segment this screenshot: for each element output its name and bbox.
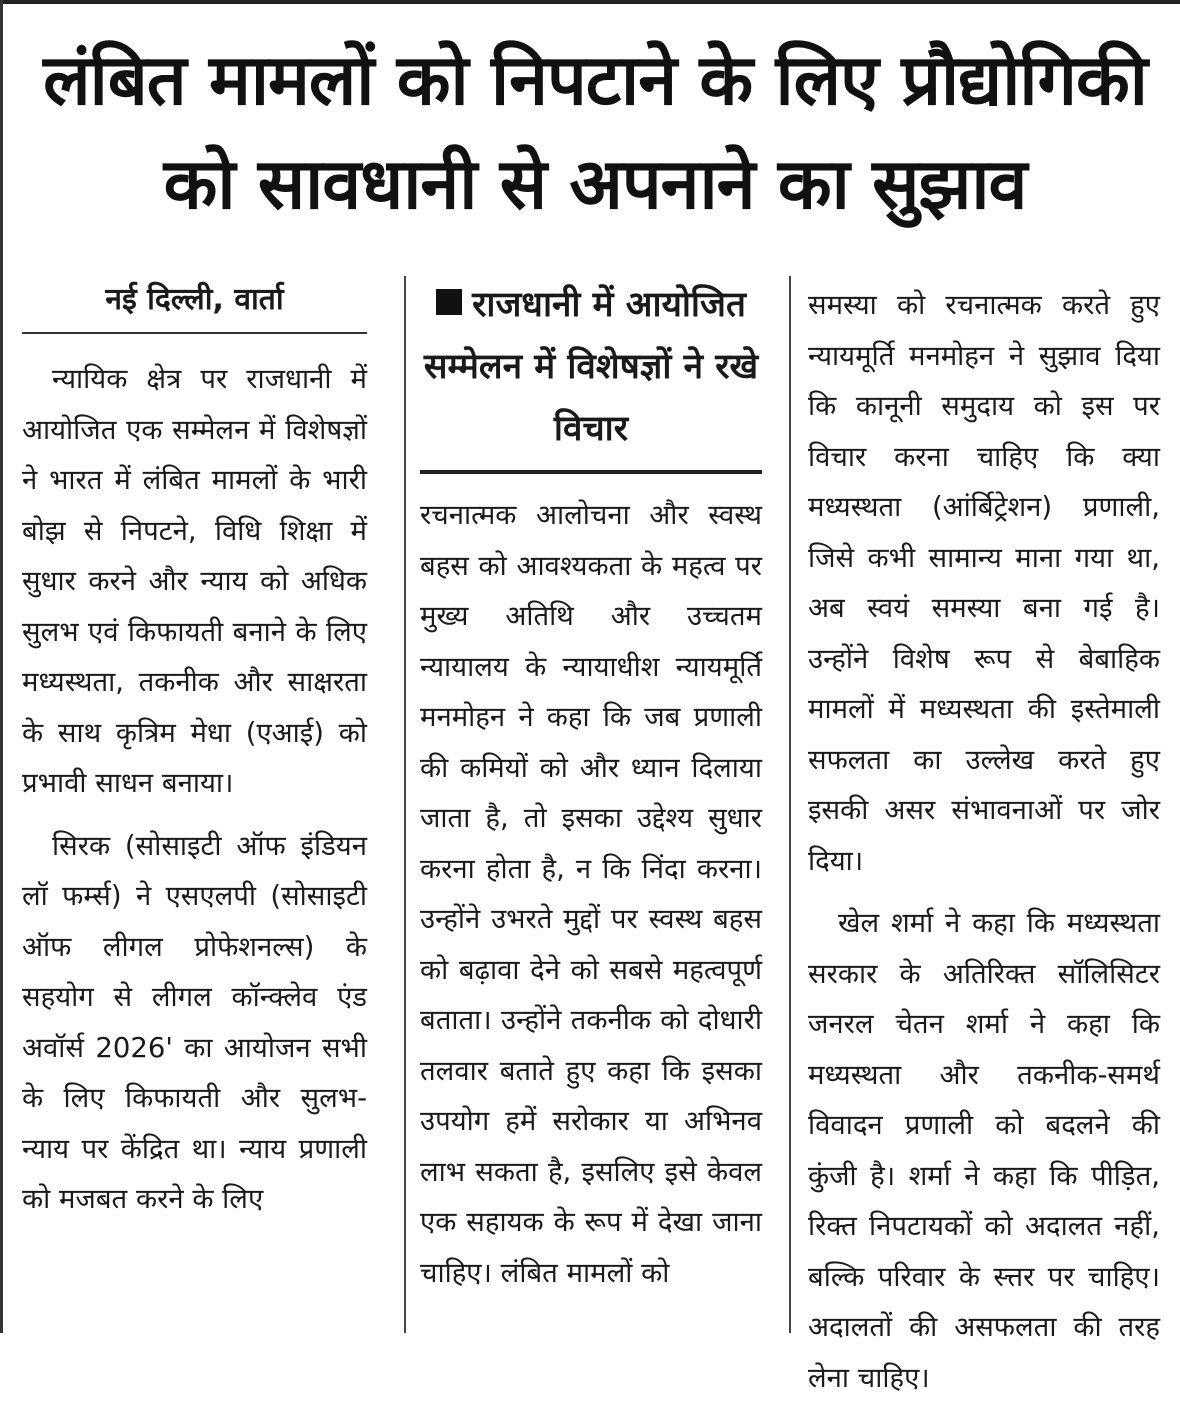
square-bullet-icon — [436, 289, 462, 315]
headline-line-1: लंबित मामलों को निपटाने के लिए प्रौद्योगिकी — [43, 39, 1147, 121]
subheadline-text: राजधानी में आयोजित सम्मेलन में विशेषज्ञों ने रखे विचार — [423, 285, 759, 449]
headline-line-2: को सावधानी से अपनाने का सुझाव — [163, 143, 1027, 225]
paragraph: रचनात्मक आलोचना और स्वस्थ बहस को आवश्यकता के महत्व पर मुख्य अतिथि और उच्चतम न्यायालय के न्यायाधीश न्यायमूर्ति मनमोहन ने कहा कि जब प्रणाली की कमियों को और ध्यान दिलाया जाता है, तो इसका उद्देश्य सुधार करना होता है, न कि निंदा करना। उन्होंने उभरते मुद्दों पर स्वस्थ बहस को बढ़ावा देने को सबसे महत्वपूर्ण बताता। उन्होंने तकनीक को दोधारी तलवार बताते हुए कहा कि इसका उपयोग हमें सरोकार या अभिनव लाभ सकता है, इसलिए इसे केवल एक सहायक के रूप में देखा जाना चाहिए। लंबित मामलों को — [420, 499, 762, 1289]
headline — [20, 28, 1170, 236]
left-rule — [0, 0, 3, 1333]
top-rule — [0, 0, 1180, 4]
article-column-2 — [420, 272, 762, 1333]
dateline: नई दिल्ली, वार्ता — [22, 272, 367, 334]
column-divider-2 — [789, 276, 791, 1333]
paragraph: न्यायिक क्षेत्र पर राजधानी में आयोजित एक सम्मेलन में विशेषज्ञों ने भारत में लंबित मामलों के भारी बोझ से निपटने, विधि शिक्षा में सुधार करने और न्याय को अधिक सुलभ एवं किफायती बनाने के लिए मध्यस्थता, तकनीक और साक्षरता के साथ कृत्रिम मेधा (एआई) को प्रभावी साधन बनाया। — [22, 363, 367, 799]
subheadline — [420, 272, 762, 474]
paragraph: सिरक (सोसाइटी ऑफ इंडियन लॉ फर्म्स) ने एसएलपी (सोसाइटी ऑफ लीगल प्रोफेशनल्स) के सहयोग से लीगल कॉन्क्लेव एंड अवॉर्स 2026' का आयोजन सभी के लिए किफायती और सुलभ-न्याय पर केंद्रित था। न्याय प्रणाली को मजबत करने के लिए — [22, 829, 367, 1215]
column-divider-1 — [404, 276, 406, 1333]
paragraph: समस्या को रचनात्मक करते हुए न्यायमूर्ति मनमोहन ने सुझाव दिया कि कानूनी समुदाय को इस पर विचार करना चाहिए कि क्या मध्यस्थता (आंर्बिट्रेशन) प्रणाली, जिसे कभी सामान्य माना गया था, अब स्वयं समस्या बना गई है। उन्होंने विशेष रूप से बेबाहिक मामलों में मध्यस्थता की इस्तेमाली सफलता का उल्लेख करते हुए इसकी असर संभावनाओं पर जोर दिया। — [808, 289, 1160, 877]
paragraph: खेल शर्मा ने कहा कि मध्यस्थता सरकार के अतिरिक्त सॉलिसिटर जनरल चेतन शर्मा ने कहा कि मध्यस्थता और तकनीक-समर्थ विवादन प्रणाली को बदलने की कुंजी है। शर्मा ने कहा कि पीड़ित, रिक्त निपटायकों को अदालत नहीं, बल्कि परिवार के स्त्तर पर चाहिए। अदालतों की असफलता की तरह लेना चाहिए। — [808, 907, 1160, 1394]
article-column-1 — [22, 272, 367, 1333]
article-column-3 — [808, 280, 1160, 1394]
